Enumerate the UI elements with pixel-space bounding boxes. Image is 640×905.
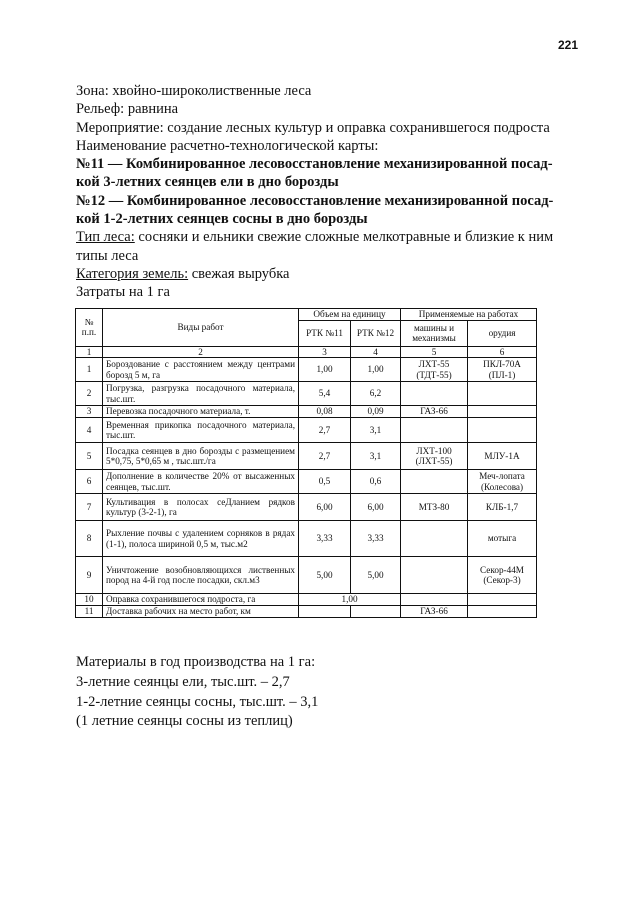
header-rtk11: РТК №11 [299, 320, 351, 346]
cell-rtk12: 0,09 [351, 406, 401, 418]
cell-rtk12 [351, 606, 401, 618]
col-number: 3 [299, 346, 351, 358]
cell-rtk11: 2,7 [299, 418, 351, 443]
cell-num: 3 [76, 406, 103, 418]
cell-work: Посадка сеянцев в дно борозды с размещением 5*0,75, 5*0,65 м , тыс.шт./га [103, 443, 299, 470]
col-number: 2 [103, 346, 299, 358]
column-number-row [76, 346, 537, 358]
header-applied: Применяемые на работах [401, 309, 537, 321]
cell-tools: мотыга [468, 521, 537, 557]
land-category-line [76, 265, 584, 283]
forest-type-line [76, 228, 584, 246]
works-table [75, 308, 537, 618]
header-tools: орудия [468, 320, 537, 346]
cell-rtk11: 0,08 [299, 406, 351, 418]
cell-num: 10 [76, 594, 103, 606]
materials-block [76, 653, 584, 732]
cell-tools [468, 606, 537, 618]
cell-work: Оправка сохранившегося подроста, га [103, 594, 299, 606]
cell-work: Рыхление почвы с удалением сорняков в рядах (1-1), полоса шириной 0,5 м, тыс.м2 [103, 521, 299, 557]
materials-line: 3-летние сеянцы ели, тыс.шт. – 2,7 [76, 673, 290, 690]
table-row [76, 418, 537, 443]
cell-rtk12: 1,00 [351, 358, 401, 382]
table-row [76, 406, 537, 418]
cell-rtk11: 6,00 [299, 494, 351, 521]
header-rtk12: РТК №12 [351, 320, 401, 346]
costs-line: Затраты на 1 га [76, 284, 170, 301]
cell-rtk11: 0,5 [299, 470, 351, 494]
col-number: 1 [76, 346, 103, 358]
cell-tools [468, 382, 537, 406]
cell-num: 5 [76, 443, 103, 470]
cell-rtk11: 2,7 [299, 443, 351, 470]
page-number: 221 [558, 38, 579, 52]
land-category-value: свежая вырубка [188, 265, 290, 282]
cell-num: 6 [76, 470, 103, 494]
cell-num: 4 [76, 418, 103, 443]
cell-rtk12: 3,1 [351, 418, 401, 443]
cell-work: Культивация в полосах сеДланием рядков культур (3-2-1), га [103, 494, 299, 521]
header-block [76, 82, 584, 302]
cell-rtk12: 5,00 [351, 557, 401, 594]
cell-tools: Меч-лопата (Колесова) [468, 470, 537, 494]
forest-type-value: сосняки и ельники свежие сложные мелкотравные и близкие к ним [134, 229, 554, 246]
cell-work: Временная прикопка посадочного материала, тыс.шт. [103, 418, 299, 443]
rtk11-title-line1: №11 — Комбинированное лесовосстановление механизированной посад- [76, 156, 553, 173]
rtk12-title-line1: №12 — Комбинированное лесовосстановление механизированной посад- [76, 192, 554, 209]
cell-machines [401, 470, 468, 494]
relief-line: Рельеф: равнина [76, 101, 179, 118]
cell-rtk12: 3,33 [351, 521, 401, 557]
table-row [76, 494, 537, 521]
cell-machines: ГАЗ-66 [401, 606, 468, 618]
cell-rtk12: 3,1 [351, 443, 401, 470]
cell-tools [468, 418, 537, 443]
table-row [76, 382, 537, 406]
cell-machines: МТЗ-80 [401, 494, 468, 521]
cell-tools: КЛБ-1,7 [468, 494, 537, 521]
cell-rtk12: 0,6 [351, 470, 401, 494]
table-header-row [76, 309, 537, 321]
cell-num: 8 [76, 521, 103, 557]
materials-title: Материалы в год производства на 1 га: [76, 654, 316, 670]
table-row [76, 606, 537, 618]
table-row [76, 557, 537, 594]
cell-rtk12: 6,2 [351, 382, 401, 406]
cell-work: Доставка рабочих на место работ, км [103, 606, 299, 618]
cell-machines: ЛХТ-55 (ТДТ-55) [401, 358, 468, 382]
cell-num: 2 [76, 382, 103, 406]
cell-machines [401, 594, 468, 606]
cell-rtk11: 1,00 [299, 358, 351, 382]
table-row [76, 443, 537, 470]
header-volume: Объем на единицу [299, 309, 401, 321]
cell-rtk12: 6,00 [351, 494, 401, 521]
rtk11-title-line2: кой 3-летних сеянцев ели в дно борозды [76, 174, 339, 191]
forest-type-line2: типы леса [76, 247, 139, 264]
rtk12-title-line2: кой 1-2-летних сеянцев сосны в дно борозды [76, 211, 368, 228]
cell-machines [401, 557, 468, 594]
materials-line: 1-2-летние сеянцы сосны, тыс.шт. – 3,1 [76, 693, 319, 710]
table-row [76, 358, 537, 382]
cell-tools [468, 406, 537, 418]
cell-tools: МЛУ-1А [468, 443, 537, 470]
cell-work: Уничтожение возобновляющихся лиственных пород на 4-й год после посадки, скл.м3 [103, 557, 299, 594]
header-num: № п.п. [76, 309, 103, 347]
table-row [76, 521, 537, 557]
header-machines: машины и механизмы [401, 320, 468, 346]
cell-rtk-merged: 1,00 [299, 594, 401, 606]
header-works: Виды работ [103, 309, 299, 347]
cell-work: Перевозка посадочного материала, т. [103, 406, 299, 418]
cell-rtk11: 5,00 [299, 557, 351, 594]
cell-tools [468, 594, 537, 606]
col-number: 6 [468, 346, 537, 358]
measure-line: Мероприятие: создание лесных культур и оправка сохранившегося подроста [76, 119, 550, 136]
cell-work: Бороздование с расстоянием между центрами борозд 5 м, га [103, 358, 299, 382]
cell-machines [401, 382, 468, 406]
materials-line: (1 летние сеянцы сосны из теплиц) [76, 713, 293, 730]
cell-num: 7 [76, 494, 103, 521]
land-category-label: Категория земель: [76, 265, 189, 282]
cell-num: 1 [76, 358, 103, 382]
zone-line: Зона: хвойно-широколиственные леса [76, 83, 312, 99]
cell-rtk11 [299, 606, 351, 618]
card-name-line: Наименование расчетно-технологической карты: [76, 137, 379, 154]
cell-num: 9 [76, 557, 103, 594]
cell-tools: Секор-44М (Секор-3) [468, 557, 537, 594]
forest-type-label: Тип леса: [76, 229, 135, 246]
cell-work: Погрузка, разгрузка посадочного материала, тыс.шт. [103, 382, 299, 406]
table-row [76, 470, 537, 494]
cell-num: 11 [76, 606, 103, 618]
cell-tools: ПКЛ-70А (ПЛ-1) [468, 358, 537, 382]
col-number: 4 [351, 346, 401, 358]
cell-work: Дополнение в количестве 20% от высаженных сеянцев, тыс.шт. [103, 470, 299, 494]
cell-machines [401, 521, 468, 557]
table-row [76, 594, 537, 606]
cell-rtk11: 5,4 [299, 382, 351, 406]
cell-machines: ГАЗ-66 [401, 406, 468, 418]
cell-machines [401, 418, 468, 443]
cell-rtk11: 3,33 [299, 521, 351, 557]
cell-machines: ЛХТ-100 (ЛХТ-55) [401, 443, 468, 470]
col-number: 5 [401, 346, 468, 358]
